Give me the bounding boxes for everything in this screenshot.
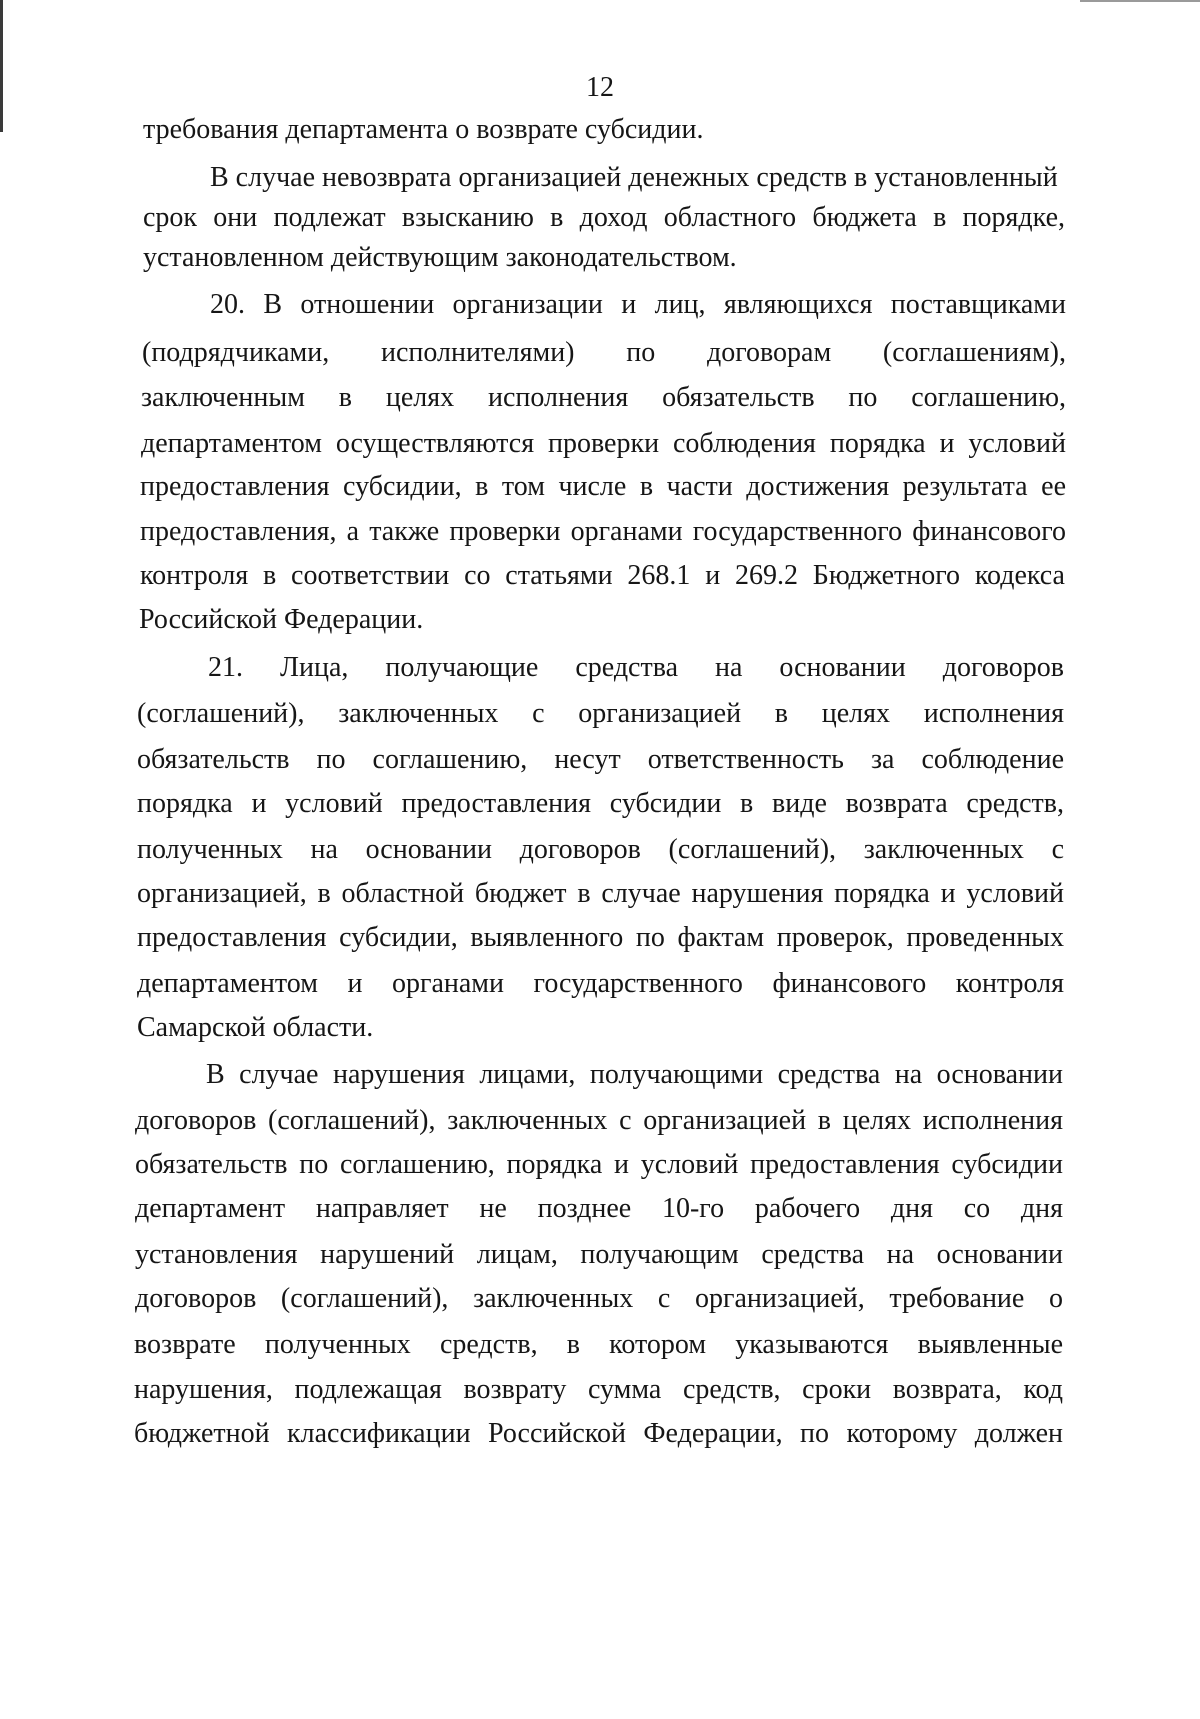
text-line: нарушения, подлежащая возврату сумма средств, сроки возврата, код (134, 1374, 1063, 1405)
text-line: установленном действующим законодательством. (143, 242, 737, 273)
text-line: заключенным в целях исполнения обязательств по соглашению, (141, 382, 1066, 413)
text-line: возврате полученных средств, в котором указываются выявленные (134, 1329, 1063, 1360)
text-line: договоров (соглашений), заключенных с организацией, требование о (135, 1283, 1063, 1314)
text-line: обязательств по соглашению, несут ответственность за соблюдение (137, 744, 1064, 775)
text-line: организацией, в областной бюджет в случае нарушения порядка и условий (137, 878, 1064, 909)
scan-left-edge (0, 0, 3, 132)
text-line: предоставления субсидии, выявленного по фактам проверок, проведенных (137, 922, 1064, 953)
text-line: (соглашений), заключенных с организацией в целях исполнения (137, 698, 1064, 729)
text-line: установления нарушений лицам, получающим средства на основании (135, 1239, 1063, 1270)
page-number: 12 (586, 72, 614, 103)
text-line: порядка и условий предоставления субсидии в виде возврата средств, (137, 788, 1064, 819)
text-line: полученных на основании договоров (соглашений), заключенных с (137, 834, 1064, 865)
text-line: требования департамента о возврате субсидии. (143, 114, 704, 145)
scan-top-edge (1080, 0, 1200, 2)
text-line: (подрядчиками, исполнителями) по договорам (соглашениям), (142, 337, 1066, 368)
text-line: предоставления субсидии, в том числе в части достижения результата ее (140, 471, 1066, 502)
text-line: срок они подлежат взысканию в доход областного бюджета в порядке, (143, 202, 1065, 233)
text-line: обязательств по соглашению, порядка и условий предоставления субсидии (135, 1149, 1063, 1180)
text-line: договоров (соглашений), заключенных с организацией в целях исполнения (135, 1105, 1063, 1136)
text-line: 21. Лица, получающие средства на основании договоров (208, 652, 1064, 683)
text-line: бюджетной классификации Российской Федерации, по которому должен (134, 1418, 1063, 1449)
text-line: департаментом осуществляются проверки соблюдения порядка и условий (141, 428, 1066, 459)
text-line: В случае нарушения лицами, получающими средства на основании (206, 1059, 1063, 1090)
text-line: департаментом и органами государственного финансового контроля (137, 968, 1064, 999)
text-line: В случае невозврата организацией денежных средств в установленный (210, 162, 1058, 193)
text-line: 20. В отношении организации и лиц, являющихся поставщиками (210, 289, 1066, 320)
text-line: Самарской области. (137, 1012, 374, 1043)
text-line: контроля в соответствии со статьями 268.1 и 269.2 Бюджетного кодекса (140, 560, 1065, 591)
text-line: департамент направляет не позднее 10-го рабочего дня со дня (135, 1193, 1063, 1224)
text-line: Российской Федерации. (139, 604, 424, 635)
text-line: предоставления, а также проверки органами государственного финансового (140, 516, 1066, 547)
